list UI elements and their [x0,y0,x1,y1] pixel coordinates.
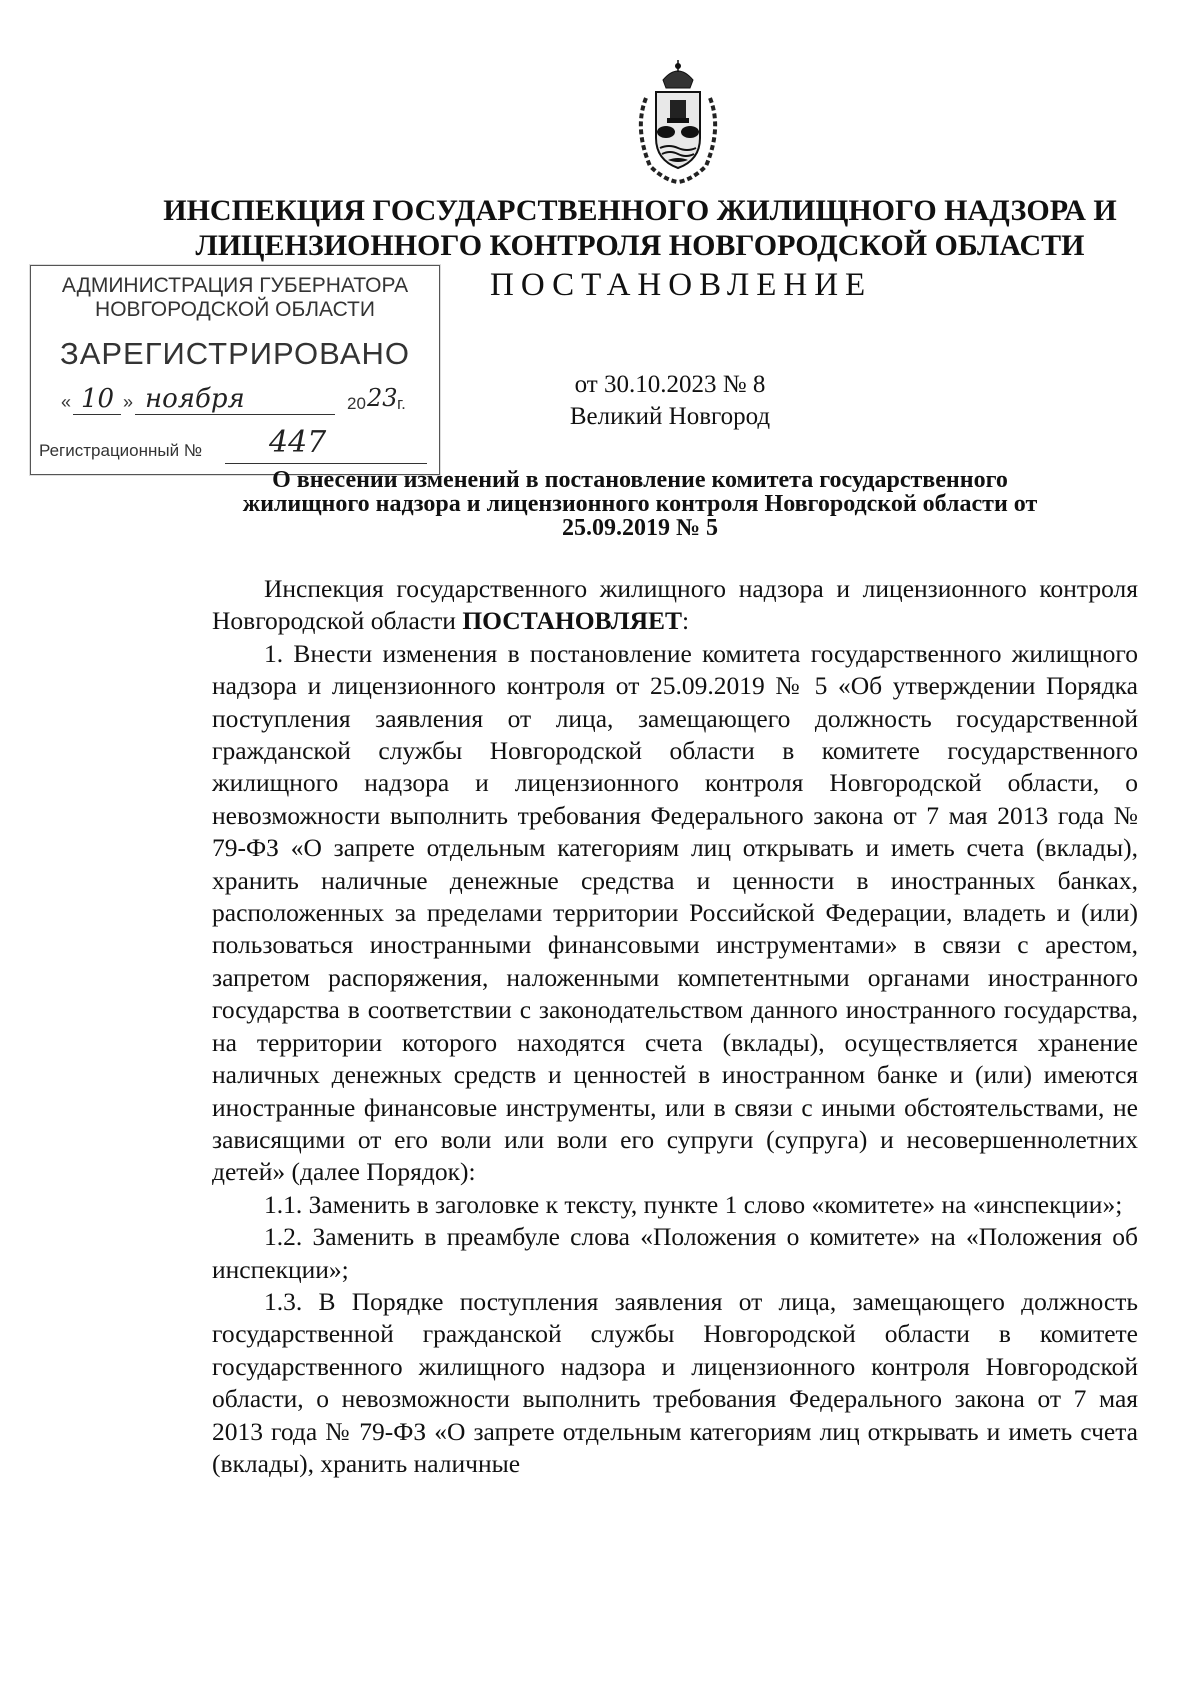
issuer-name-line-1: ИНСПЕКЦИЯ ГОСУДАРСТВЕННОГО ЖИЛИЩНОГО НАДЗОРА И [163,194,1117,227]
coat-of-arms-emblem [628,58,728,188]
stamp-reg-underline [225,463,427,464]
stamp-date-row [61,386,431,420]
registration-stamp [30,265,440,475]
stamp-quote-open: « [61,392,72,412]
stamp-year-prefix: 20 [347,394,366,413]
stamp-year-handwritten: 23 [367,384,398,412]
document-title-line-2: жилищного надзора и лицензионного контроля Новгородской области от [242,491,1038,517]
document-body [212,573,1138,1480]
stamp-month-handwritten: ноября [145,384,245,414]
document-type: ПОСТАНОВЛЕНИЕ [490,267,873,303]
stamp-status: ЗАРЕГИСТРИРОВАНО [59,336,410,371]
preamble-text: Инспекция государственного жилищного надзора и лицензионного контроля Новгородской области [212,574,1138,636]
stamp-day-handwritten: 10 [81,384,115,414]
stamp-org-line-1: АДМИНИСТРАЦИЯ ГУБЕРНАТОРА [61,274,409,297]
body-paragraph-1-2: 1.2. Заменить в преамбуле слова «Положения о комитете» на «Положения об инспекции»; [212,1222,1138,1284]
body-paragraph-1-3: 1.3. В Порядке поступления заявления от лица, замещающего должность государственной гражданской службы Новгородской области в комитете государственного жилищного надзора и лицензионного контроля Новгородской области, о невозможности выполнить требования Федерального закона от 7 мая 2013 года № 79-ФЗ «О запрете отдельным категориям лиц открывать и иметь счета (вклады), хранить наличные [212,1286,1138,1478]
body-paragraph-1-1: 1.1. Заменить в заголовке к тексту, пункте 1 слово «комитете» на «инспекции»; [264,1189,1123,1219]
stamp-reg-number-handwritten: 447 [269,425,327,460]
issuer-name-line-2: ЛИЦЕНЗИОННОГО КОНТРОЛЯ НОВГОРОДСКОЙ ОБЛАСТИ [195,229,1085,262]
document-title-line-1: О внесении изменений в постановление комитета государственного [272,467,1008,493]
document-title-line-3: 25.09.2019 № 5 [561,515,719,541]
stamp-registration-row [37,425,437,465]
document-date-number: от 30.10.2023 № 8 [574,371,766,398]
stamp-org-line-2: НОВГОРОДСКОЙ ОБЛАСТИ [95,298,375,321]
preamble-decree-word: ПОСТАНОВЛЯЕТ [462,606,683,636]
body-paragraph-preamble [212,573,1138,638]
document-place: Великий Новгород [569,403,771,430]
stamp-month-underline [135,414,335,415]
stamp-quote-close: » [123,392,134,412]
stamp-day-underline [73,414,121,415]
preamble-colon: : [682,606,690,636]
stamp-year-letter: г. [397,394,406,413]
stamp-reg-label: Регистрационный № [39,441,203,460]
body-paragraph-1: 1. Внести изменения в постановление комитета государственного жилищного надзора и лицензионного контроля от 25.09.2019 № 5 «Об утверждении Порядка поступления заявления от лица, замещающего должность государственной гражданской службы Новгородской области в комитете государственного жилищного надзора и лицензионного контроля Новгородской области, о невозможности выполнить требования Федерального закона от 7 мая 2013 года № 79-ФЗ «О запрете отдельным категориям лиц открывать и иметь счета (вклады), хранить наличные денежные средства и ценности в иностранных банках, расположенных за пределами территории Российской Федерации, владеть и (или) пользоваться иностранными финансовыми инструментами» в связи с арестом, запретом распоряжения, наложенными компетентными органами иностранного государства в соответствии с законодательством данного иностранного государства, на территории которого находятся счета (вклады), осуществляется хранение наличных денежных средств и ценностей в иностранном банке и (или) имеются иностранные финансовые инструменты, или в связи с иными обстоятельствами, не зависящими от его воли или воли его супруги (супруга) и несовершеннолетних детей» (далее Порядок): [212,638,1138,1187]
